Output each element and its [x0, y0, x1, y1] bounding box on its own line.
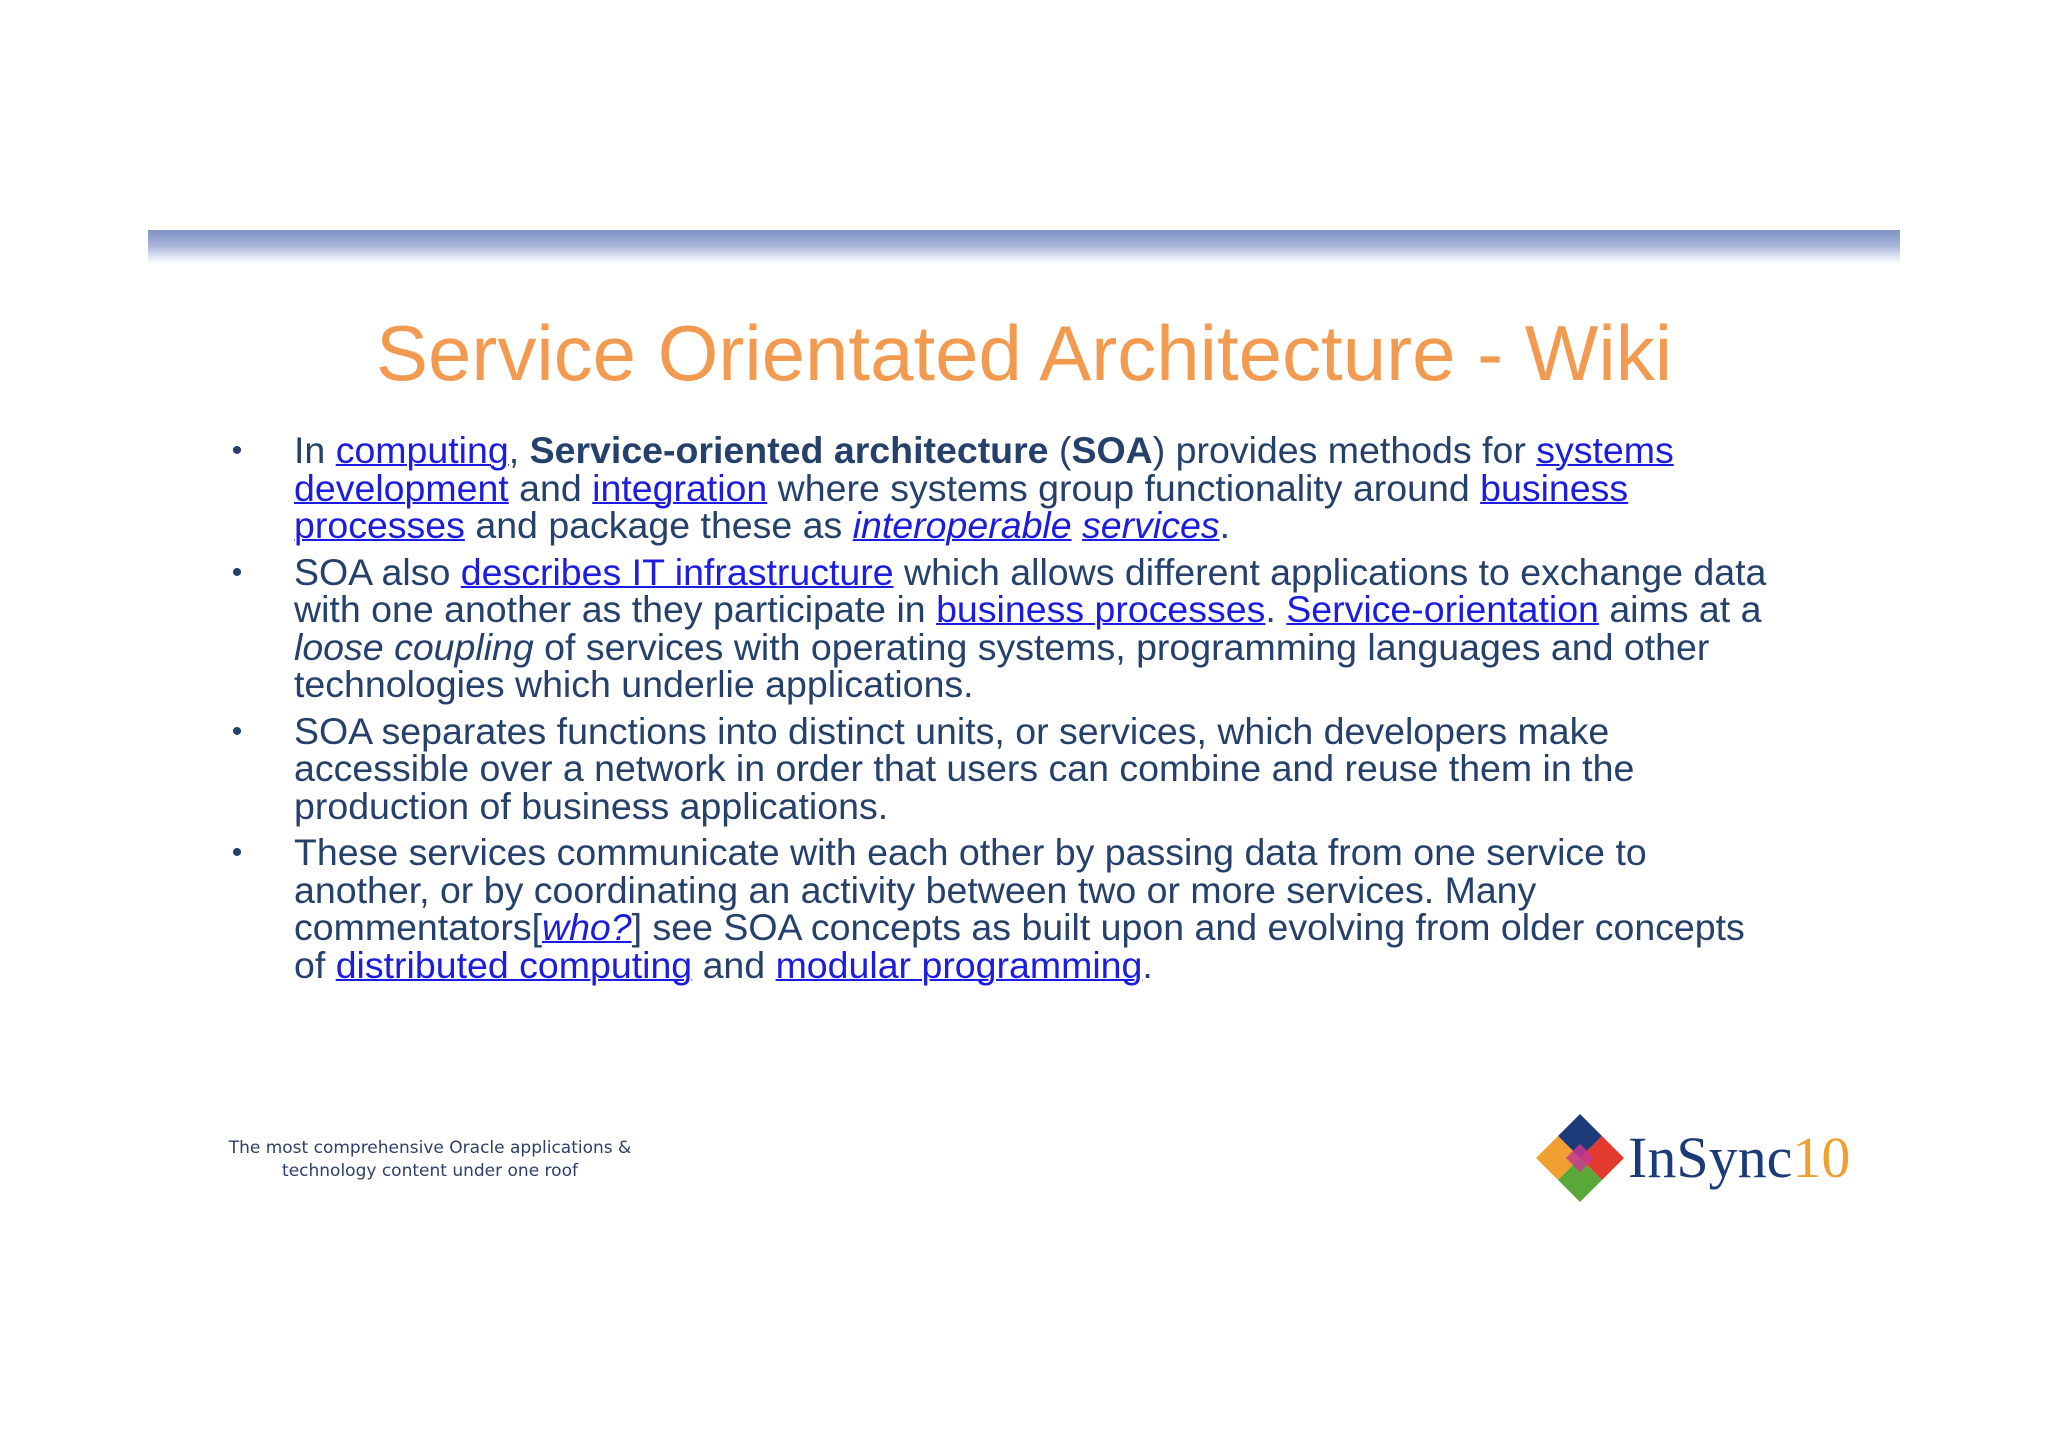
bullet-dot: •	[231, 434, 243, 467]
bold-term: SOA	[1071, 429, 1153, 471]
bullet-text: where systems group functionality around	[767, 466, 1481, 509]
wiki-link[interactable]: systems development	[294, 429, 1674, 509]
insync-diamond-logo-icon	[1534, 1112, 1626, 1204]
wiki-link[interactable]: distributed computing	[335, 943, 693, 986]
logo-text: InSync	[1628, 1125, 1793, 1190]
bold-term: Service-oriented architecture	[529, 429, 1049, 471]
bullet-text	[1072, 504, 1082, 546]
bullet-text: and	[508, 466, 593, 509]
bullet-text: SOA also	[294, 550, 461, 593]
logo-wordmark	[1628, 1126, 1850, 1190]
tagline-line-1: The most comprehensive Oracle applications &	[228, 1138, 632, 1158]
bullet-text: (	[1048, 429, 1072, 471]
bullet-dot: •	[231, 555, 243, 589]
logo-number: 10	[1792, 1125, 1851, 1190]
bullet-item	[222, 550, 1782, 705]
bullet-text: ) provides methods for	[1152, 429, 1537, 471]
bullet-dot: •	[231, 714, 243, 748]
bullet-text: .	[1219, 504, 1230, 546]
wiki-link[interactable]: Service-orientation	[1286, 588, 1599, 630]
wiki-link[interactable]: who?	[542, 906, 632, 948]
wiki-link[interactable]: describes IT infrastructure	[460, 550, 894, 593]
bullet-text: loose coupling	[294, 625, 534, 668]
bullet-item	[222, 709, 1782, 827]
bullet-text: of services with operating systems, programming languages and other technologies which underlie applications.	[294, 625, 1710, 705]
wiki-link[interactable]: interoperable	[852, 504, 1072, 546]
wiki-link[interactable]: business processes	[936, 588, 1266, 630]
header-bar	[148, 230, 1900, 264]
bullet-text: These services communicate with each other by passing data from one service to another, or by coordinating an activity between two or more services. Many commentators[	[294, 831, 1647, 948]
footer-tagline	[220, 1137, 640, 1183]
slide-title: Service Orientated Architecture - Wiki	[375, 309, 1673, 397]
bullet-text: In	[294, 429, 336, 471]
bullet-item	[222, 429, 1782, 546]
bullet-text: ] see SOA concepts as built upon and evolving from older concepts of	[294, 906, 1745, 986]
wiki-link[interactable]: services	[1082, 504, 1220, 546]
wiki-link[interactable]: modular programming	[775, 943, 1143, 986]
tagline-line-2: technology content under one roof	[282, 1161, 578, 1181]
bullet-text: aims at a	[1598, 588, 1762, 630]
bullet-list	[222, 429, 1782, 993]
bullet-text: .	[1142, 943, 1153, 986]
bullet-dot: •	[231, 836, 243, 869]
wiki-link[interactable]: business processes	[294, 466, 1629, 546]
bullet-text: .	[1265, 588, 1287, 630]
bullet-text: SOA separates functions into distinct units, or services, which developers make accessible over a network in order that users can combine and reuse them in the production of business applications.	[294, 709, 1635, 827]
bullet-text: which allows different applications to exchange data with one another as they participate in	[294, 550, 1767, 630]
bullet-text: and package these as	[464, 504, 853, 546]
bullet-item	[222, 831, 1782, 986]
wiki-link[interactable]: computing	[335, 429, 509, 471]
wiki-link[interactable]: integration	[592, 466, 768, 509]
insync-logo	[1534, 1112, 1874, 1206]
bullet-text: ,	[508, 429, 530, 471]
bullet-text: and	[692, 943, 776, 986]
